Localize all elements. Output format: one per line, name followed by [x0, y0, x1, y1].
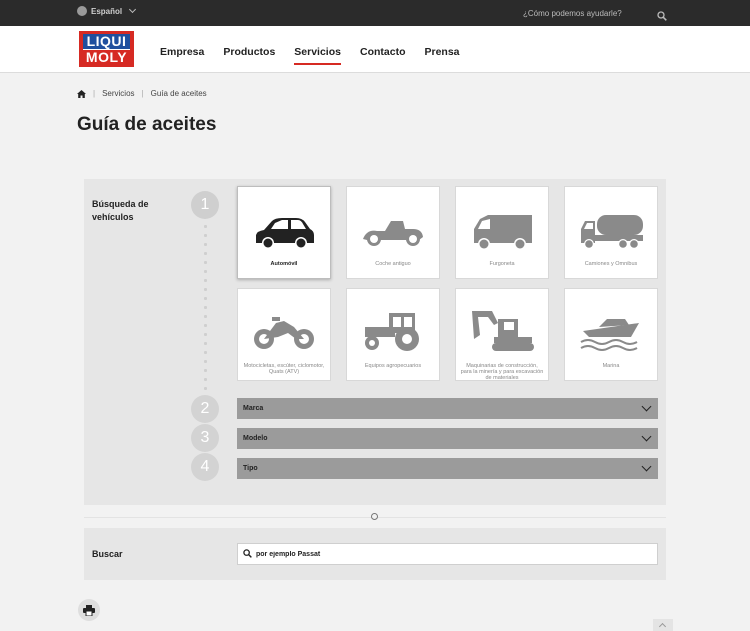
nav-item-productos[interactable]: Productos	[223, 46, 276, 58]
text-search-panel	[84, 528, 666, 580]
breadcrumb-separator: |	[141, 89, 144, 98]
type-dropdown-label: Tipo	[243, 465, 258, 472]
chevron-down-icon	[642, 432, 652, 442]
step-connector	[204, 222, 207, 394]
section-divider	[84, 511, 666, 523]
breadcrumb-current: Guía de aceites	[150, 89, 207, 98]
chevron-down-icon	[642, 462, 652, 472]
vehicle-card-construccion[interactable]	[455, 288, 549, 381]
vehicle-label: Camiones y Omnibus	[584, 261, 638, 267]
step-4-indicator: 4	[191, 453, 219, 481]
vehicle-search-input[interactable]	[256, 551, 636, 558]
chevron-down-icon	[642, 402, 652, 412]
scroll-to-top-button[interactable]	[653, 619, 673, 631]
type-dropdown[interactable]	[237, 458, 658, 479]
model-dropdown-label: Modelo	[243, 435, 268, 442]
search-icon	[243, 545, 252, 563]
breadcrumb-separator: |	[93, 89, 96, 98]
truck-icon	[577, 207, 645, 251]
divider-circle-icon	[371, 513, 378, 520]
vehicle-label: Automóvil	[270, 261, 298, 267]
brand-dropdown-label: Marca	[243, 405, 264, 412]
vehicle-label: Maquinarias de construcción, para la minería y para excavación de materiales	[460, 363, 544, 381]
language-selector[interactable]	[77, 6, 135, 16]
site-search	[515, 4, 673, 22]
vehicle-finder-panel	[84, 179, 666, 505]
nav-item-prensa[interactable]: Prensa	[424, 46, 460, 58]
search-icon[interactable]	[657, 8, 667, 18]
tractor-icon	[359, 309, 427, 353]
excavator-icon	[468, 309, 536, 353]
print-button[interactable]	[78, 599, 100, 621]
search-label: Buscar	[92, 549, 123, 559]
home-icon[interactable]	[77, 90, 86, 98]
breadcrumb	[77, 89, 207, 98]
globe-icon	[77, 6, 87, 16]
finder-label: Búsqueda de vehículos	[92, 199, 149, 222]
car-icon	[250, 207, 318, 251]
logo-line-1: LIQUI	[83, 34, 131, 50]
vehicle-label: Motocicletas, escúter, ciclomotor, Quats (ATV)	[243, 363, 325, 375]
language-label: Español	[91, 6, 123, 16]
vintage-car-icon	[359, 207, 427, 251]
brand-dropdown[interactable]	[237, 398, 658, 419]
chevron-down-icon	[129, 6, 136, 13]
vehicle-label: Equipos agropecuarios	[364, 363, 422, 369]
vehicle-search-box	[237, 543, 658, 565]
step-2-indicator: 2	[191, 395, 219, 423]
nav-item-servicios[interactable]: Servicios	[294, 46, 341, 65]
page-title: Guía de aceites	[77, 114, 217, 135]
vehicle-card-furgoneta[interactable]	[455, 186, 549, 279]
vehicle-label: Furgoneta	[489, 261, 515, 267]
step-1-indicator: 1	[191, 191, 219, 219]
printer-icon	[83, 605, 95, 616]
site-search-input[interactable]	[523, 9, 643, 18]
vehicle-card-automovil[interactable]	[237, 186, 331, 279]
vehicle-label: Marina	[602, 363, 620, 369]
van-icon	[468, 207, 536, 251]
vehicle-card-marina[interactable]	[564, 288, 658, 381]
vehicle-label: Coche antiguo	[375, 261, 411, 267]
boat-icon	[577, 309, 645, 353]
liqui-moly-logo[interactable]	[79, 31, 134, 67]
vehicle-card-agropecuarios[interactable]	[346, 288, 440, 381]
vehicle-card-coche-antiguo[interactable]	[346, 186, 440, 279]
nav-item-contacto[interactable]: Contacto	[359, 46, 406, 58]
nav-item-empresa[interactable]: Empresa	[160, 46, 205, 58]
vehicle-card-motocicletas[interactable]	[237, 288, 331, 381]
step-3-indicator: 3	[191, 424, 219, 452]
logo-line-2: MOLY	[85, 48, 128, 65]
main-header	[0, 26, 750, 73]
motorcycle-icon	[250, 309, 318, 353]
breadcrumb-servicios[interactable]: Servicios	[102, 89, 135, 98]
top-bar	[0, 0, 750, 26]
model-dropdown[interactable]	[237, 428, 658, 449]
main-nav	[160, 46, 460, 65]
vehicle-card-camiones[interactable]	[564, 186, 658, 279]
chevron-up-icon	[659, 623, 666, 630]
